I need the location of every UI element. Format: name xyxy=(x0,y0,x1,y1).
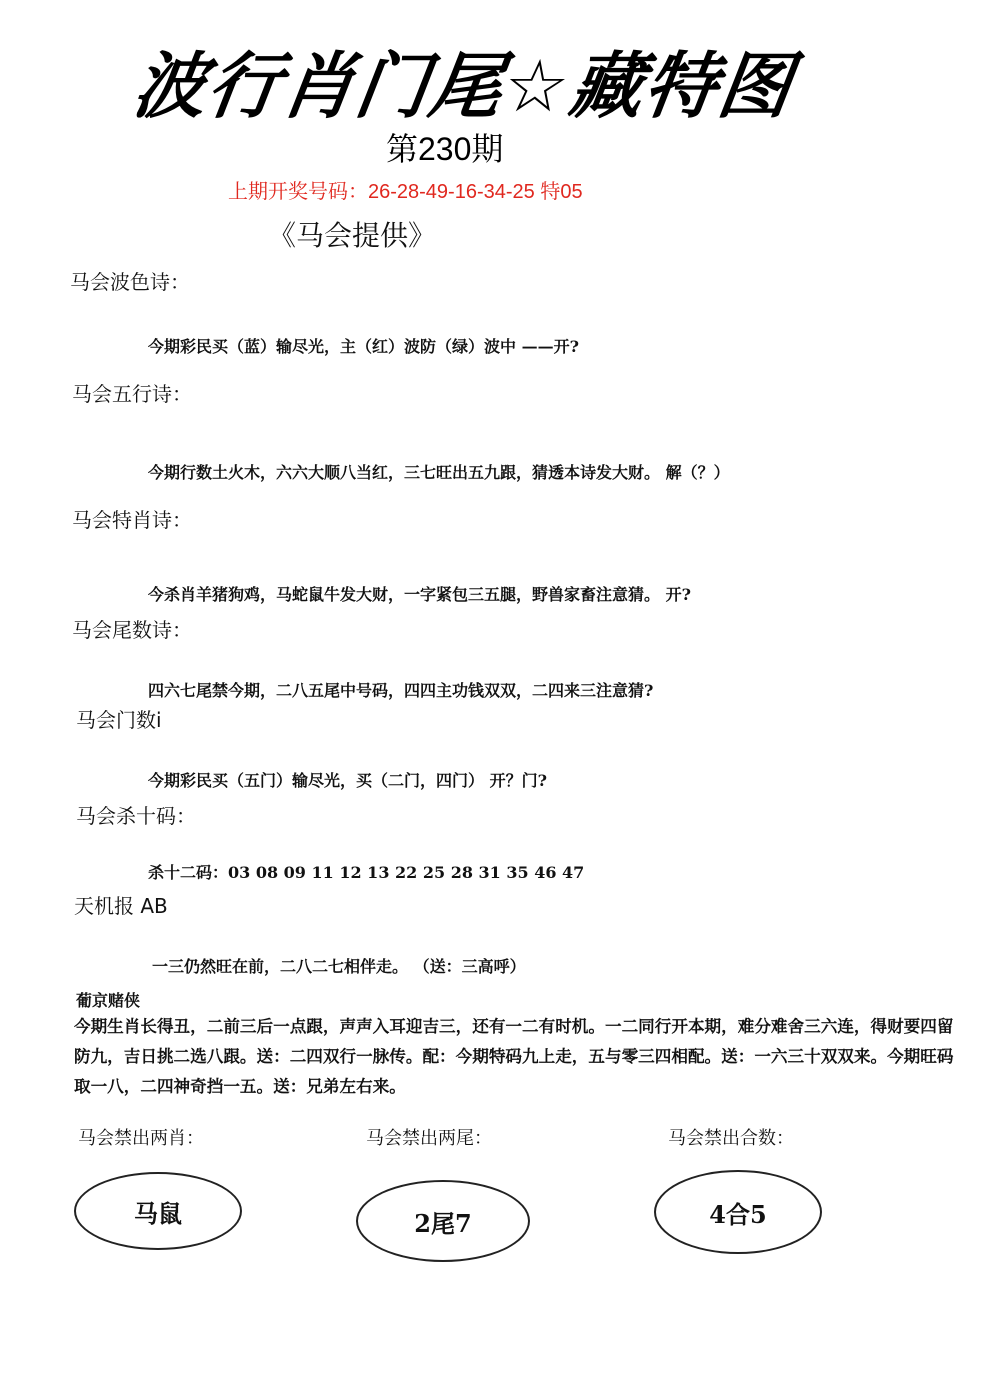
ban-zodiac-oval xyxy=(74,1172,242,1250)
ban-sum-value: 4合5 xyxy=(709,1199,767,1229)
poem-tianji: 一三仍然旺在前，二八二七相伴走。 （送：三高呼） xyxy=(152,957,526,976)
section-heading-gate: 马会门数i xyxy=(76,708,162,732)
ban-tail-oval xyxy=(356,1180,530,1262)
provider-label: 《马会提供》 xyxy=(268,219,437,252)
issue-number: 第230期 xyxy=(386,131,504,167)
page-title: 波行肖门尾☆藏特图 xyxy=(128,44,799,128)
ban-sum-label: 马会禁出合数： xyxy=(668,1128,794,1149)
poem-element: 今期行数土火木，六六大顺八当红，三七旺出五九跟，猜透本诗发大财。 解（？） xyxy=(148,463,730,482)
ban-tail-value: 2尾7 xyxy=(414,1208,472,1238)
ban-zodiac-label: 马会禁出两肖： xyxy=(78,1128,204,1149)
poem-zodiac: 今杀肖羊猪狗鸡，马蛇鼠牛发大财，一字紧包三五腿，野兽家畜注意猜。 开? xyxy=(148,585,691,604)
section-heading-zodiac: 马会特肖诗： xyxy=(72,508,192,532)
poem-color: 今期彩民买（蓝）输尽光，主（红）波防（绿）波中 ——开? xyxy=(148,337,579,356)
section-heading-tail: 马会尾数诗： xyxy=(72,618,192,642)
gamble-heading: 葡京赌侠 xyxy=(76,991,141,1010)
poem-gate: 今期彩民买（五门）输尽光，买（二门，四门） 开？门? xyxy=(148,771,547,790)
gamble-paragraph: 今期生肖长得丑，二前三后一点跟，声声入耳迎吉三，还有一二有时机。一二同行开本期，难分难舍三六连，得财要四留防九，吉日挑二选八跟。送：二四双行一脉传。配：今期特码九上走，五与零三四相配。送：一六三十双双来。今期旺码取一八，二四神奇挡一五。送：兄弟左右来。 xyxy=(74,1016,954,1096)
section-heading-element: 马会五行诗： xyxy=(72,382,192,406)
section-heading-tianji: 天机报 AB xyxy=(74,894,168,918)
ban-zodiac-value: 马鼠 xyxy=(134,1198,182,1228)
section-heading-kill: 马会杀十码： xyxy=(76,804,196,828)
previous-draw: 上期开奖号码：26-28-49-16-34-25 特05 xyxy=(228,181,583,203)
ban-tail-label: 马会禁出两尾： xyxy=(366,1128,492,1149)
poem-tail: 四六七尾禁今期，二八五尾中号码，四四主功钱双双，二四来三注意猜? xyxy=(148,681,654,700)
poem-kill: 杀十二码：03 08 09 11 12 13 22 25 28 31 35 46 47 xyxy=(148,863,585,882)
section-heading-color: 马会波色诗： xyxy=(70,270,190,294)
ban-sum-oval xyxy=(654,1170,822,1254)
